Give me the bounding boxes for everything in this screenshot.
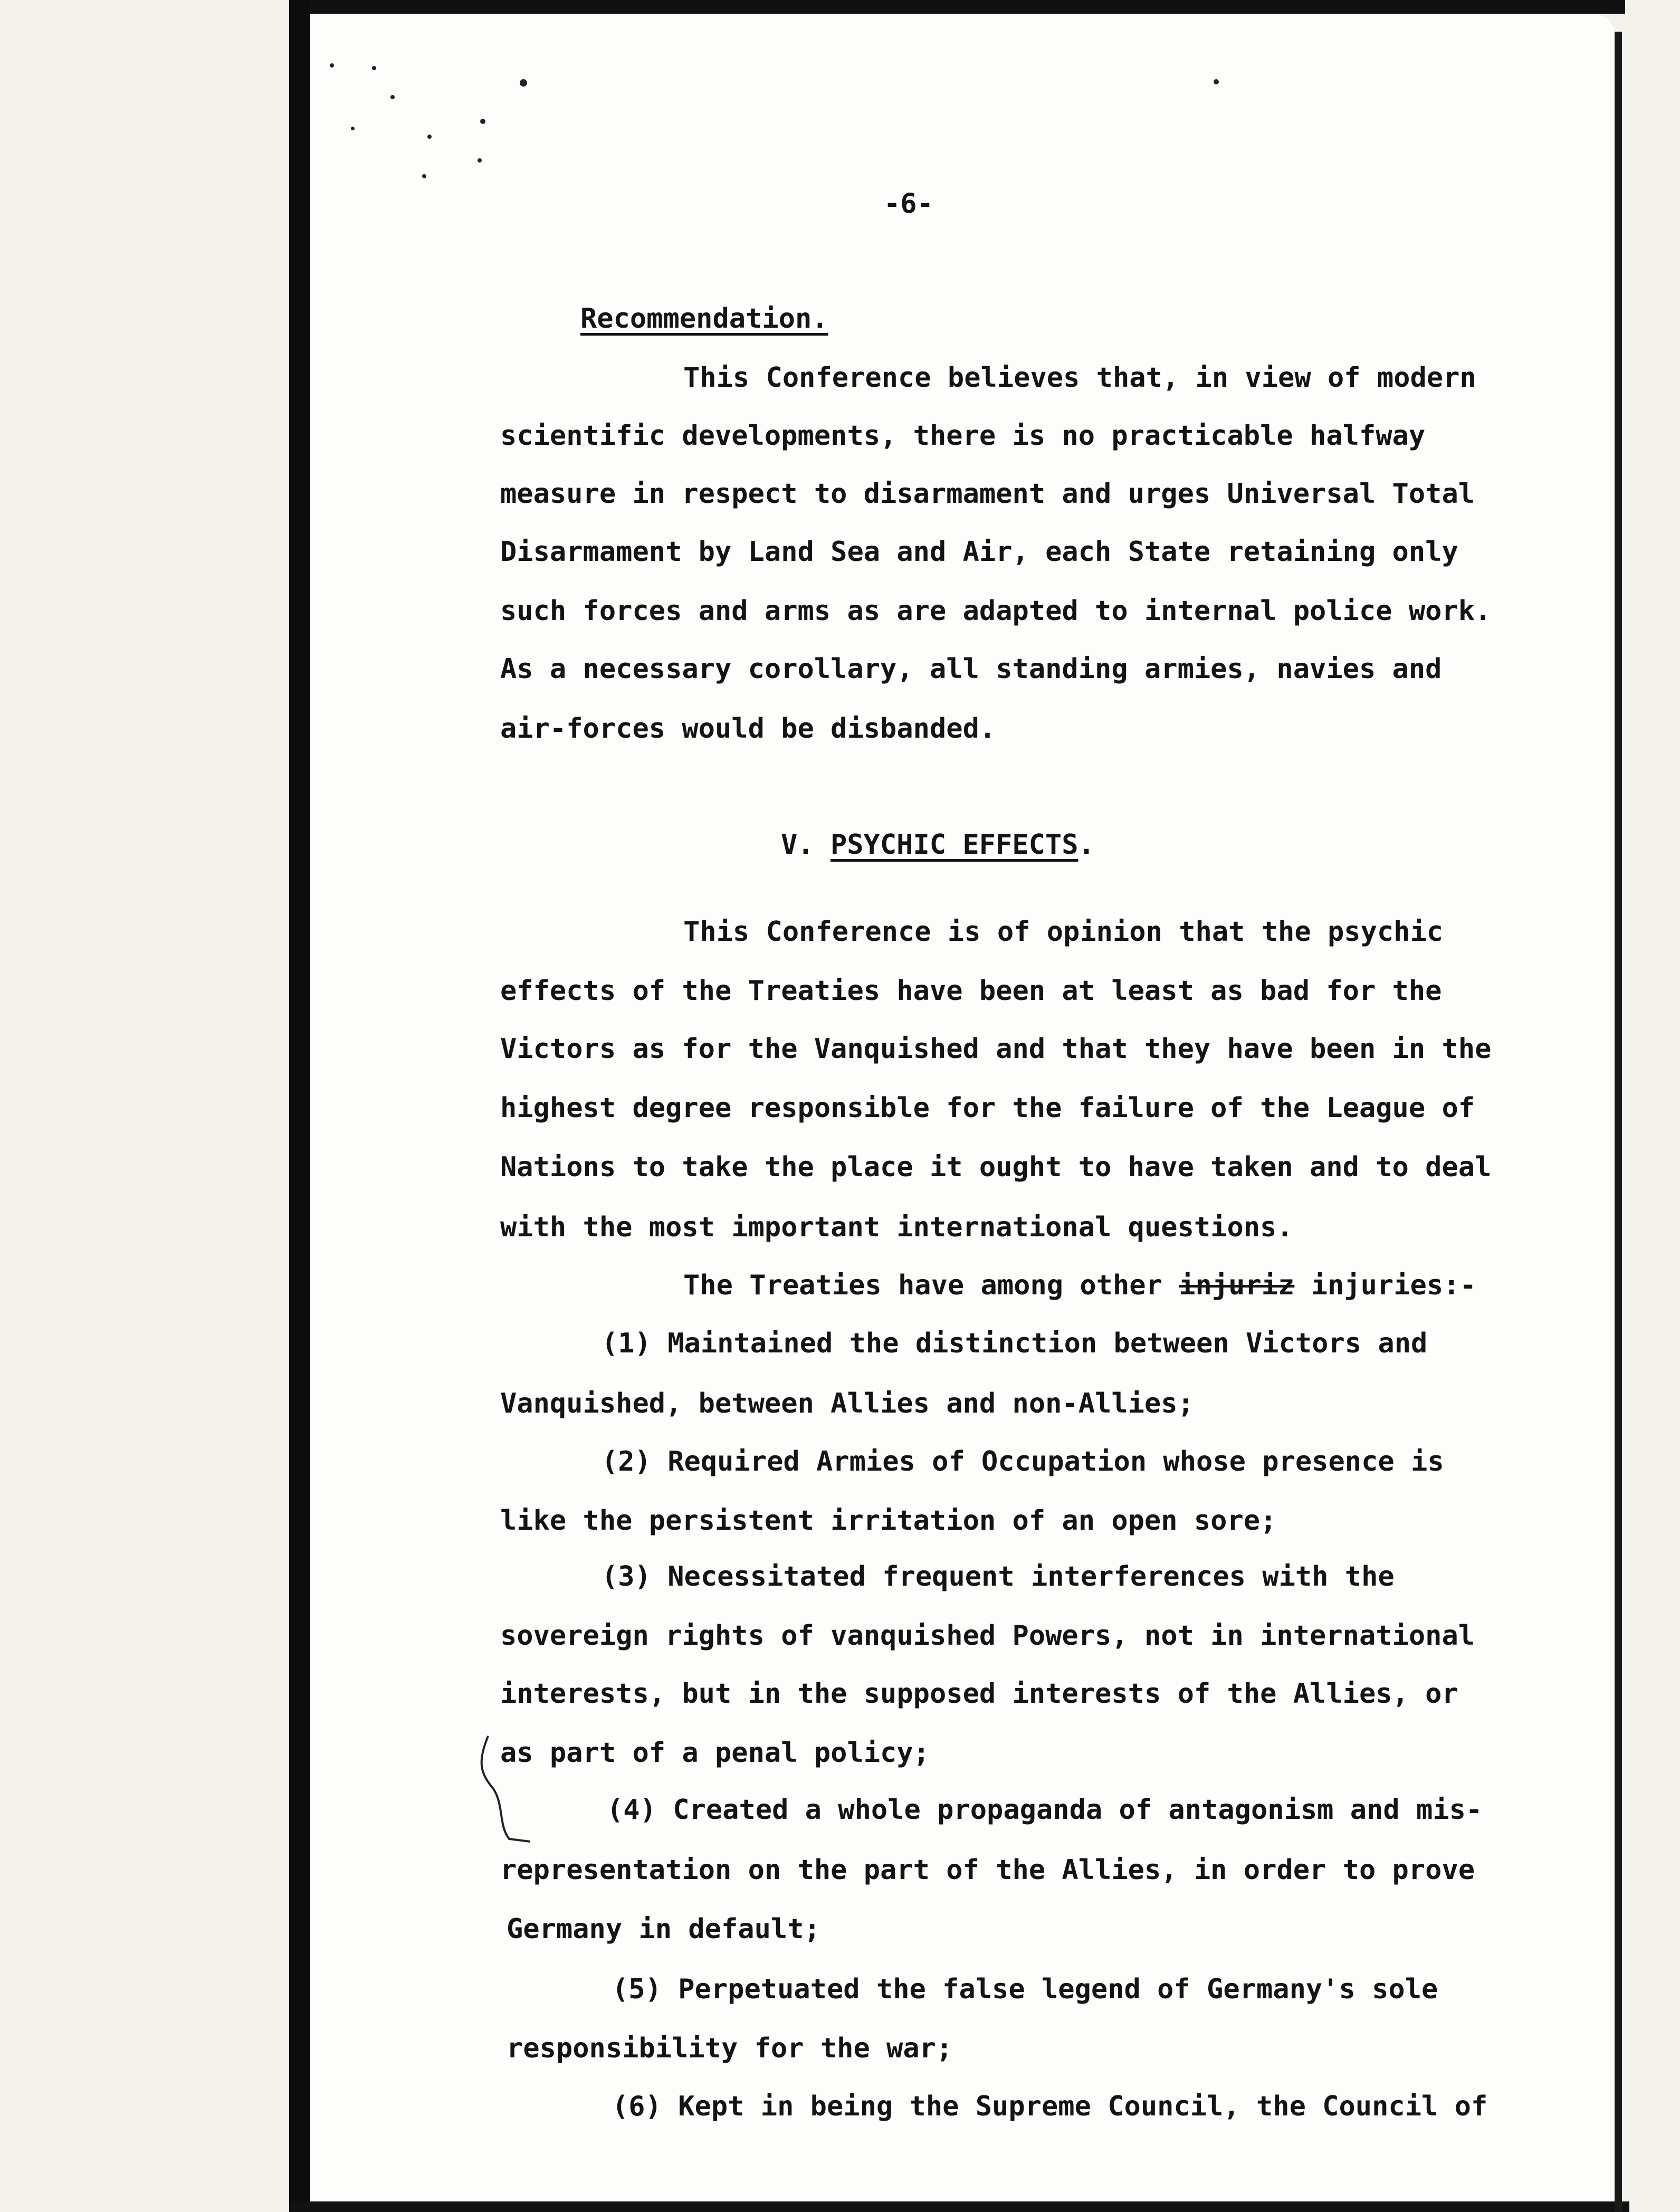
list-item-line: (4) Created a whole propaganda of antagonism and mis- xyxy=(607,1794,1483,1826)
list-item-line: (6) Kept in being the Supreme Council, the Council of xyxy=(612,2091,1488,2122)
opinion-line: effects of the Treaties have been at least as bad for the xyxy=(500,975,1442,1007)
page-number: -6- xyxy=(884,188,933,220)
recommendation-line: measure in respect to disarmament and urges Universal Total xyxy=(500,478,1475,510)
section-title: PSYCHIC EFFECTS xyxy=(830,829,1078,861)
recommendation-line: such forces and arms as are adapted to internal police work. xyxy=(500,595,1492,627)
list-item-line: Germany in default; xyxy=(507,1913,820,1945)
page-edge-left xyxy=(289,0,310,2212)
list-item-line: as part of a penal policy; xyxy=(500,1737,930,1769)
opinion-line: Nations to take the place it ought to have taken and to deal xyxy=(500,1151,1492,1183)
recommendation-line: As a necessary corollary, all standing armies, navies and xyxy=(500,653,1442,685)
list-item-line: (5) Perpetuated the false legend of Germany's sole xyxy=(612,1973,1438,2005)
scan-speck xyxy=(330,63,334,68)
list-item-line: (2) Required Armies of Occupation whose presence is xyxy=(602,1446,1444,1477)
scan-speck xyxy=(1214,79,1219,84)
section-heading xyxy=(781,831,1095,859)
list-item-line: (1) Maintained the distinction between Victors and xyxy=(602,1328,1428,1359)
scan-speck xyxy=(480,119,485,124)
page-edge-top xyxy=(295,0,1625,14)
treaties-intro-lead: The Treaties have among other xyxy=(683,1270,1162,1301)
treaties-intro xyxy=(683,1272,1476,1299)
treaties-intro-tail: injuries:- xyxy=(1311,1270,1476,1301)
scan-speck xyxy=(351,127,355,130)
opinion-line: This Conference is of opinion that the psychic xyxy=(683,916,1444,948)
scan-speck xyxy=(478,158,482,163)
margin-bracket-mark xyxy=(478,1731,536,1847)
list-item-line: Vanquished, between Allies and non-Allies; xyxy=(500,1388,1194,1419)
list-item-line: interests, but in the supposed interests of the Allies, or xyxy=(500,1678,1458,1710)
list-item-line: sovereign rights of vanquished Powers, not in international xyxy=(500,1620,1475,1652)
recommendation-line: scientific developments, there is no practicable halfway xyxy=(500,420,1426,452)
list-item-line: like the persistent irritation of an open sore; xyxy=(500,1505,1277,1537)
scan-speck xyxy=(422,174,426,178)
scan-speck xyxy=(372,66,376,70)
opinion-line: Victors as for the Vanquished and that they have been in the xyxy=(500,1033,1492,1065)
recommendation-line: This Conference believes that, in view of modern xyxy=(683,362,1476,394)
scan-speck xyxy=(390,95,395,99)
list-item-line: representation on the part of the Allies, in order to prove xyxy=(500,1854,1475,1886)
list-item-line: responsibility for the war; xyxy=(507,2033,953,2064)
page-edge-right xyxy=(1615,32,1622,2212)
recommendation-heading: Recommendation. xyxy=(580,303,828,335)
scan-speck xyxy=(520,79,527,87)
opinion-line: with the most important international questions. xyxy=(500,1212,1293,1243)
section-number: V. xyxy=(781,829,814,861)
list-item-line: (3) Necessitated frequent interferences with the xyxy=(602,1561,1395,1593)
scan-speck xyxy=(427,135,432,139)
struck-out-word: injuriz xyxy=(1179,1270,1295,1301)
recommendation-line: Disarmament by Land Sea and Air, each State retaining only xyxy=(500,536,1458,568)
page-edge-bottom xyxy=(289,2201,1629,2212)
section-title-period: . xyxy=(1078,829,1095,861)
recommendation-line: air-forces would be disbanded. xyxy=(500,713,996,745)
opinion-line: highest degree responsible for the failure of the League of xyxy=(500,1092,1475,1124)
